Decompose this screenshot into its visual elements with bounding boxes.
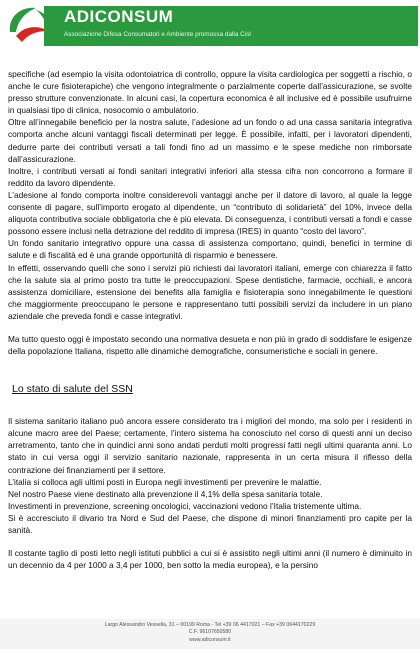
paragraph: Investimenti in prevenzione, screening oncologici, vaccinazioni vedono l’Italia tristemente ultima. xyxy=(8,500,362,511)
paragraph: Oltre all’innegabile beneficio per la nostra salute, l’adesione ad un fondo o ad una cassa sanitaria integrativa comporta anche alcuni vantaggi fiscali determinati per legge. È possibile, infatti, per i lavoratori dipendenti, dedurre parte dei contributi versati a tali fondi fino ad un massimo e le spese mediche non rimborsate dall’assicurazione. xyxy=(8,117,412,164)
paragraph: L’adesione al fondo comporta inoltre considerevoli vantaggi anche per il datore di lavoro, al quale la legge consente di pagare, sull’importo erogato al dipendente, un “contributo di solidarietà” del 10%, invece della aliquota contributiva sociale obbligatoria che è più elevata. Di conseguenza, i contributi versati a fondi e casse possono essere inclusi nella detrazione del reddito di impresa (IRES) in quanto “costo del lavoro”. xyxy=(8,189,412,237)
footer-address: Largo Alessandro Vessella, 31 – 00199 Roma - Tel +39 06 4417021 – Fax +39 0644170229 xyxy=(104,622,316,628)
footer-tax-code: C.F. 96107650580 xyxy=(188,629,232,635)
spacer xyxy=(8,357,412,383)
paragraph: Nel nostro Paese viene destinato alla prevenzione il 4,1% della spesa sanitaria totale. xyxy=(8,488,323,499)
paragraph: Il sistema sanitario italiano può ancora essere considerato tra i migliori del mondo, ma solo per i residenti in alcune macro aree del Paese; certamente, l’intero sistema ha conosciuto nel corso di questi anni un deciso arretramento, tanto che in quindici anni sono andati perduti molti progressi fatti negli ultimi quaranta anni. Lo stato in cui versa oggi il servizio sanitario nazionale, rappresenta in un certa misura il riflesso della contrazione dei finanziamenti per il settore. xyxy=(8,416,412,475)
paragraph: L’italia si colloca agli ultimi posti in Europa negli investimenti per prevenire le malattie. xyxy=(8,476,322,487)
brand-tagline: Associazione Difesa Consumatori e Ambiente promossa dalla Cisl xyxy=(64,31,251,38)
paragraph: specifiche (ad esempio la visita odontoiatrica di controllo, oppure la visita cardiologica per soggetti a rischio, o anche le cure fisioterapiche) che vengono integralmente o parzialmente coperte dall’assicurazione, se svolte presso strutture convenzionate. In alcuni casi, la copertura economica è all inclusive ed è possibile usufruirne in qualsiasi tipo di clinica, nosocomio o ambulatorio. xyxy=(8,69,412,116)
letterhead xyxy=(0,0,420,58)
paragraph: Ma tutto questo oggi è impostato secondo una normativa desueta e non più in grado di soddisfare le esigenze della popolazione Italiana, rispetto alle dinamiche demografiche, consumeristiche e sociali in genere. xyxy=(8,333,412,357)
section-heading: Lo stato di salute del SSN xyxy=(12,383,133,396)
spacer xyxy=(8,536,412,547)
document-body xyxy=(8,68,412,571)
paragraph: Il costante taglio di posti letto negli istituti pubblici a cui si è assistito negli ultimi anni (il numero è diminuito in un decennio da 4 per 1000 a 3,4 per 1000, ben sotto la media europea), e la persino xyxy=(8,548,412,571)
page-footer xyxy=(0,617,420,653)
spacer xyxy=(8,322,412,333)
paragraph: Inoltre, i contributi versati ai fondi sanitari integrativi inferiori alla stessa cifra non concorrono a formare il reddito da lavoro dipendente. xyxy=(8,165,412,188)
footer-website: www.adiconsum.it xyxy=(189,637,231,643)
paragraph: Si è accresciuto il divario tra Nord e Sud del Paese, che dispone di minori finanziamenti pro capite per la sanità. xyxy=(8,512,412,535)
paragraph: Un fondo sanitario integrativo oppure una cassa di assistenza comportano, quindi, benefici in termine di salute e di fiscalità ed è una grande opportunità di risparmio e benessere. xyxy=(8,238,412,261)
brand-name: ADICONSUM xyxy=(64,7,174,26)
paragraph: In effetti, osservando quelli che sono i servizi più richiesti dai lavoratori italiani, emerge con chiarezza il fatto che la salute sia al primo posto tra tutte le preoccupazioni. Spese dentistiche, farmacie, occhiali, e ancora assistenza domiciliare, estensione dei benefits alla famiglia e fisioterapia sono innegabilmente le questioni che maggiormente preoccupano le persone e rappresentano tutti possibili servizi da includere in un piano aziendale che preveda fondi e casse integrativi. xyxy=(8,262,412,321)
